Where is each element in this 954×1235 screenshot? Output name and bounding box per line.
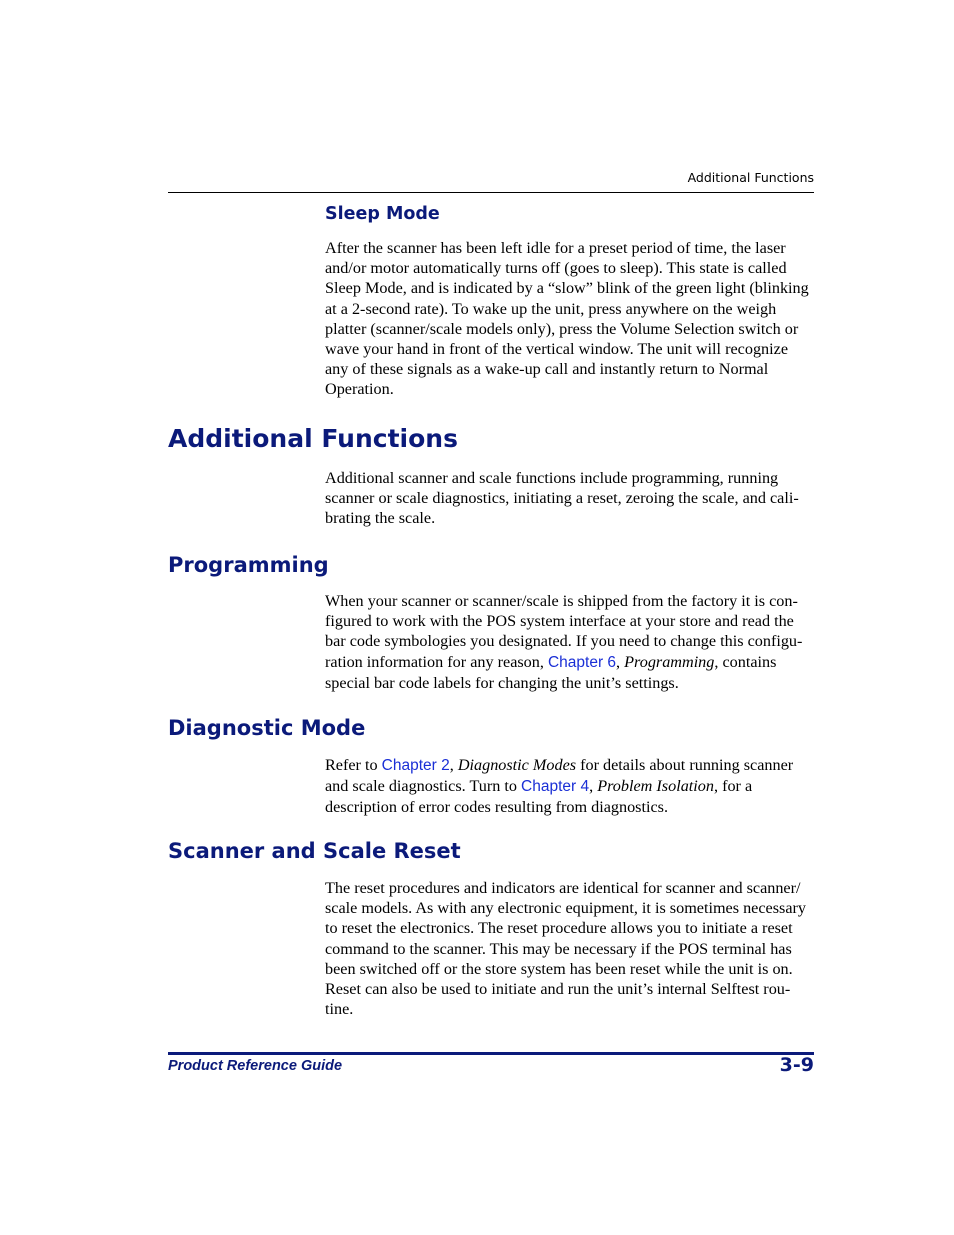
text-fragment: , contains [714, 652, 777, 671]
text-line: Reset can also be used to initiate and run the unit’s internal Selftest rou- [325, 980, 791, 999]
text-line [325, 755, 813, 776]
scanner-reset-paragraph [325, 878, 813, 1019]
text-line [325, 652, 813, 673]
text-line: bar code symbologies you designated. If you need to change this configu- [325, 632, 803, 651]
text-line: Sleep Mode, and is indicated by a “slow” blink of the green light (blinking [325, 279, 809, 298]
additional-functions-heading: Additional Functions [168, 424, 458, 453]
sleep-mode-paragraph [325, 238, 813, 400]
text-line [325, 776, 813, 797]
text-fragment: , [616, 652, 625, 671]
additional-functions-paragraph [325, 468, 813, 529]
page-number: 3-9 [779, 1054, 814, 1076]
text-fragment: , for a [713, 777, 753, 796]
text-line: When your scanner or scanner/scale is shipped from the factory it is con- [325, 592, 798, 610]
text-fragment: and scale diagnostics. Turn to [325, 777, 522, 796]
text-line: any of these signals as a wake-up call and instantly return to Normal [325, 360, 769, 379]
chapter-title-italic: Problem Isolation [597, 777, 714, 796]
text-line: The reset procedures and indicators are identical for scanner and scanner/ [325, 879, 801, 897]
diagnostic-mode-heading: Diagnostic Mode [168, 716, 366, 740]
text-line: been switched off or the store system has been reset while the unit is on. [325, 959, 793, 978]
text-line: wave your hand in front of the vertical window. The unit will recognize [325, 340, 789, 359]
text-fragment: ration information for any reason, [325, 652, 548, 671]
text-line: description of error codes resulting from diagnostics. [325, 798, 668, 817]
text-fragment: , [589, 777, 598, 796]
text-line: and/or motor automatically turns off (goes to sleep). This state is called [325, 259, 787, 278]
sleep-mode-heading: Sleep Mode [325, 204, 440, 224]
text-line: to reset the electronics. The reset procedure allows you to initiate a reset [325, 919, 793, 938]
text-line: scanner or scale diagnostics, initiating a reset, zeroing the scale, and cali- [325, 489, 799, 508]
text-fragment: Refer to [325, 756, 382, 774]
text-fragment: , [449, 756, 458, 774]
footer-title: Product Reference Guide [168, 1058, 343, 1074]
text-line: platter (scanner/scale models only), press the Volume Selection switch or [325, 319, 799, 338]
chapter-4-link[interactable]: Chapter 4 [521, 778, 590, 796]
chapter-6-link[interactable]: Chapter 6 [547, 653, 617, 671]
footer-rule [168, 1052, 814, 1055]
text-line: figured to work with the POS system interface at your store and read the [325, 612, 794, 631]
text-fragment: for details about running scanner [576, 756, 794, 774]
programming-heading: Programming [168, 553, 329, 577]
header-rule [168, 192, 814, 193]
text-line: command to the scanner. This may be necessary if the POS terminal has [325, 939, 792, 958]
diagnostic-mode-paragraph [325, 755, 813, 818]
text-line: Operation. [325, 380, 394, 399]
text-line: at a 2-second rate). To wake up the unit, press anywhere on the weigh [325, 299, 777, 318]
chapter-title-italic: Programming [624, 652, 715, 671]
text-line: brating the scale. [325, 509, 436, 528]
text-line: scale models. As with any electronic equipment, it is sometimes necessary [325, 899, 807, 918]
chapter-title-italic: Diagnostic Modes [457, 756, 577, 774]
text-line: After the scanner has been left idle for a preset period of time, the laser [325, 239, 786, 257]
text-line: special bar code labels for changing the unit’s settings. [325, 673, 679, 692]
text-line: tine. [325, 1000, 354, 1019]
scanner-reset-heading: Scanner and Scale Reset [168, 839, 461, 863]
text-line: Additional scanner and scale functions include programming, running [325, 469, 779, 487]
chapter-2-link[interactable]: Chapter 2 [381, 757, 450, 774]
programming-paragraph [325, 591, 813, 693]
running-header: Additional Functions [687, 170, 814, 185]
